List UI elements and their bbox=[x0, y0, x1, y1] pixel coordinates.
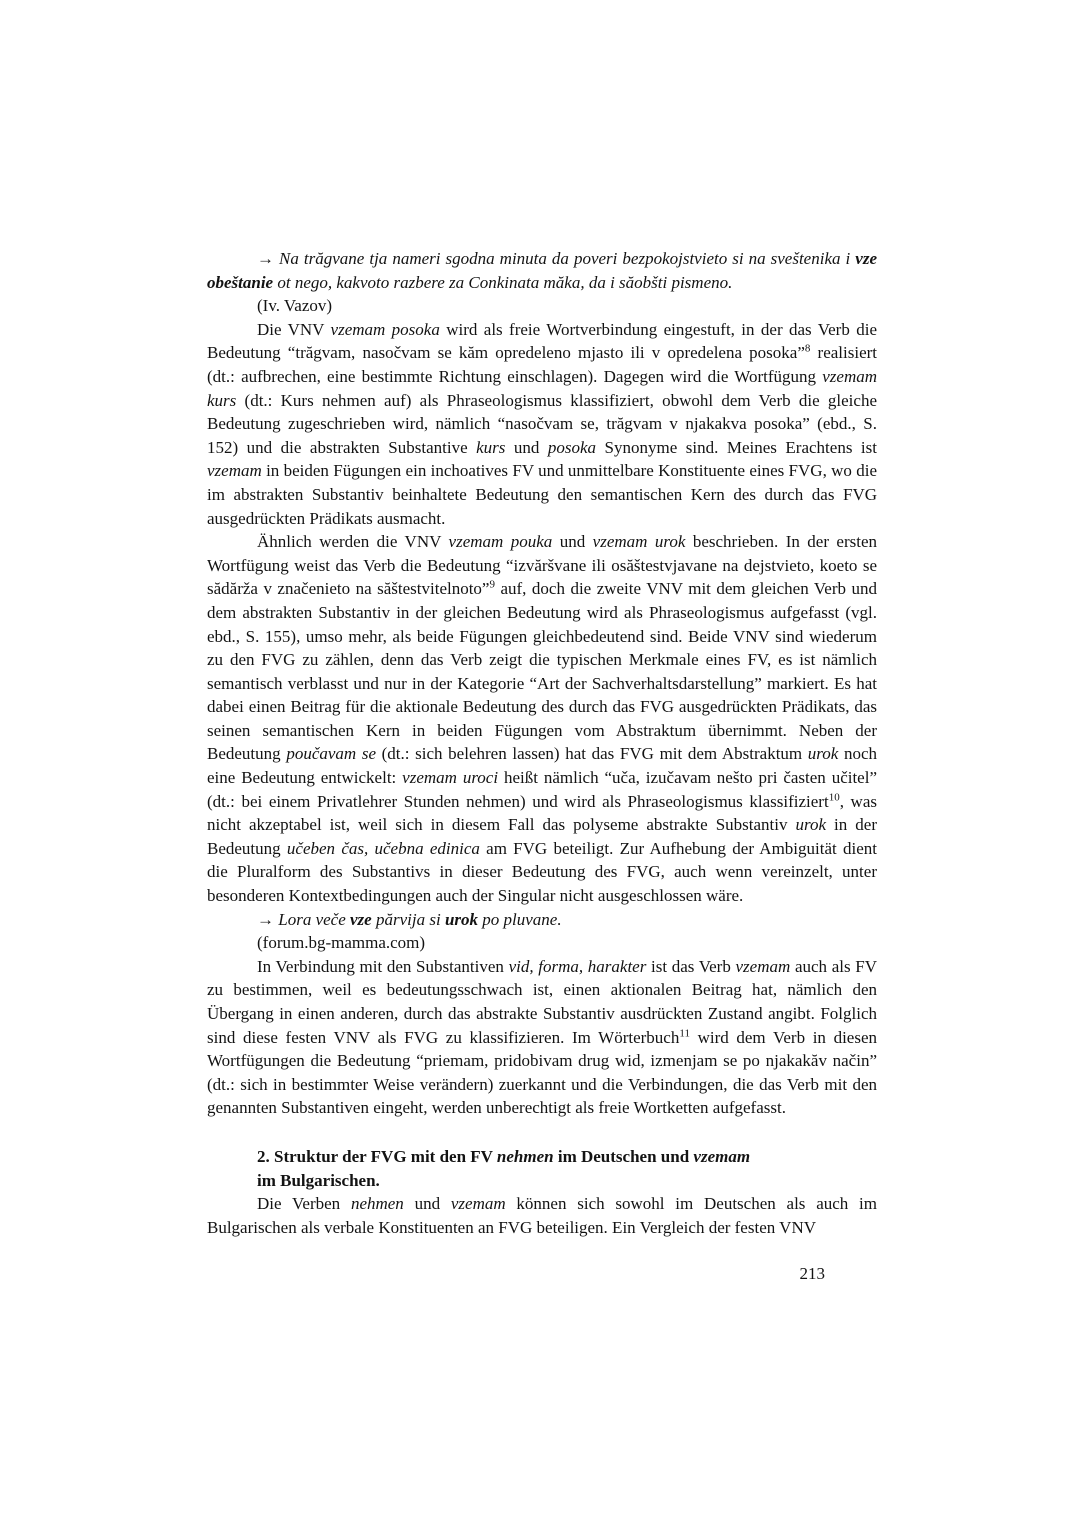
text-run: kurs bbox=[476, 437, 506, 457]
text-run: , was nicht akzeptabel ist, weil sich in diesem Fall das polyseme abstrakte Substantiv bbox=[207, 791, 877, 835]
text-run: wird als freie Wortverbindung eingestuft, in der das Verb die Bedeutung “trăgvam, nasočvam se kăm opredeleno mjasto ili v opredelena posoka” bbox=[207, 319, 878, 363]
text-run: → bbox=[257, 249, 280, 268]
text-run: und bbox=[552, 532, 593, 552]
section-heading-2 bbox=[207, 1145, 877, 1192]
paragraph-vnv-posoka bbox=[207, 318, 877, 530]
text-run: In Verbindung mit den Substantiven bbox=[257, 956, 509, 976]
quote-line-lora bbox=[207, 908, 877, 932]
text-run: vid, forma, harakter bbox=[508, 956, 647, 976]
text-run: vze bbox=[350, 909, 372, 929]
text-run: Die VNV bbox=[257, 319, 331, 339]
text-run: realisiert (dt.: aufbrechen, eine bestimmte Richtung einschlagen). Dagegen wird die Wortfügung bbox=[207, 343, 877, 386]
quote-attribution-forum bbox=[207, 931, 877, 955]
text-run: ot nego, kakvoto razbere za Conkinata măka, da i săobšti pismeno. bbox=[273, 272, 733, 292]
text-run: am FVG beteiligt. Zur Aufhebung der Ambiguität dient die Pluralform des Substantivs in dieser Bedeutung des FVG, auch wenn vereinzelt, unter besonderen Kontextbedingungen auch der Singular nicht ausgeschlossen wäre. bbox=[207, 838, 877, 906]
text-run: im Deutschen und bbox=[553, 1146, 694, 1166]
text-run: noch eine Bedeutung entwickelt: bbox=[207, 744, 878, 788]
text-run: vzemam posoka bbox=[330, 319, 440, 339]
text-run: ist das Verb bbox=[646, 956, 736, 976]
text-run: → bbox=[257, 909, 279, 929]
text-run: heißt nämlich “uča, izučavam nešto pri časten učitel” (dt.: bei einem Privatlehrer Stunden nehmen) und wird als Phraseologismus klassifiziert bbox=[207, 768, 877, 811]
footnote-marker: 11 bbox=[679, 1026, 690, 1039]
text-run: (dt.: sich belehren lassen) hat das FVG mit dem Abstraktum bbox=[376, 744, 808, 764]
text-run: posoka bbox=[547, 437, 597, 457]
paragraph-verben-nehmen-vzemam bbox=[207, 1192, 877, 1239]
text-run: nehmen bbox=[496, 1146, 554, 1166]
text-run: vzemam bbox=[207, 461, 262, 481]
paragraph-pouka-urok bbox=[207, 530, 877, 908]
page-body bbox=[207, 247, 877, 1239]
text-run: Na trăgvane tja nameri sgodna minuta da poveri bezpokojstvieto si na sveštenika i bbox=[279, 249, 856, 268]
quote-attribution-vazov bbox=[207, 294, 877, 318]
text-run: Synonyme sind. Meines Erachtens ist bbox=[596, 437, 877, 457]
page-number: 213 bbox=[799, 1264, 825, 1283]
text-run: vzemam urok bbox=[592, 532, 686, 552]
text-run: und bbox=[403, 1194, 451, 1214]
footnote-marker: 8 bbox=[804, 342, 811, 355]
text-run: părvija si bbox=[371, 909, 445, 929]
text-run: vzemam bbox=[450, 1194, 506, 1214]
text-run: (forum.bg-mamma.com) bbox=[257, 933, 426, 953]
text-run: Lora veče bbox=[278, 909, 351, 929]
text-run: (Iv. Vazov) bbox=[257, 296, 333, 316]
text-run: in der Bedeutung bbox=[207, 815, 877, 858]
text-run: urok bbox=[795, 815, 827, 835]
text-run: vzemam kurs bbox=[207, 366, 877, 410]
text-run: 2. Struktur der FVG mit den FV bbox=[257, 1146, 497, 1166]
text-run: können sich sowohl im Deutschen als auch im Bulgarischen als verbale Konstituenten an FVG beteiligen. Ein Vergleich der festen VNV bbox=[207, 1194, 878, 1237]
quote-line-vazov bbox=[207, 247, 877, 294]
text-run: vzemam uroci bbox=[402, 768, 499, 788]
text-run: auch als FV zu bestimmen, weil es bedeutungsschwach ist, einen aktionalen Beitrag hat, nämlich den Übergang in einen anderen, durch das abstrakte Substantiv ausdrückten Zustand angibt. Folglich sind diese festen VNV als FVG zu klassifizieren. Im Wörterbuch bbox=[207, 956, 877, 1047]
footnote-marker: 9 bbox=[489, 578, 495, 591]
text-run: Ähnlich werden die VNV bbox=[257, 532, 449, 552]
text-run: beschrieben. In der ersten Wortfügung weist das Verb die Bedeutung “izvăršvane ili osăštestvjavane na dejstvieto, koeto se sădărža v značenieto na săštestvitelnoto” bbox=[207, 532, 878, 599]
text-run: vzemam pouka bbox=[448, 532, 553, 552]
text-run: nehmen bbox=[350, 1194, 404, 1214]
text-run: (dt.: Kurs nehmen auf) als Phraseologismus klassifiziert, obwohl dem Verb die gleiche Bedeutung zugeschrieben wird, nämlich “nasočvam se, trăgvam v njakakva posoka” (ebd., S. 152) und die abstrakten Substantive bbox=[207, 390, 877, 457]
text-run: Die Verben bbox=[257, 1194, 351, 1214]
text-run: vze obeštanie bbox=[207, 249, 877, 292]
text-run: urok bbox=[807, 744, 839, 764]
text-run: auf, doch die zweite VNV mit dem gleichen Verb und dem abstrakten Substantiv in der gleichen Bedeutung wird als Phraseologismus aufgefasst (vgl. ebd., S. 155), umso mehr, als beide Fügungen gleichbedeutend sind. Beide VNV sind wiederum zu den FVG zu zählen, denn das Verb zeigt die typischen Merkmale eines FV, es ist nämlich semantisch verblasst und nur in der Kategorie “Art der Sachverhaltsdarstellung” markiert. Es hat dabei einen Beitrag für die aktionale Bedeutung des durch das FVG ausgedrückten Prädikats, das seinen semantischen Kern in beiden Fügungen vom Abstraktum übernimmt. Neben der Bedeutung bbox=[207, 579, 877, 764]
text-run: im Bulgarischen. bbox=[257, 1170, 380, 1190]
text-run: urok bbox=[444, 909, 479, 929]
text-run: učeben čas, učebna edinica bbox=[286, 838, 480, 858]
footnote-marker: 10 bbox=[828, 791, 840, 803]
text-run: vzemam bbox=[735, 956, 791, 976]
text-run: und bbox=[505, 437, 548, 457]
text-run: po pluvane. bbox=[478, 909, 562, 929]
text-run: wird dem Verb in diesen Wortfügungen die Bedeutung “priemam, pridobivam drug wid, izmenjam se po njakakăv način” (dt.: sich in bestimmter Weise verändern) zuerkannt und die Verbindungen, die das Verb mit den genannten Substantiven eingeht, werden unberechtigt als freie Wortketten aufgefasst. bbox=[207, 1027, 877, 1118]
paragraph-vid-forma-harakter bbox=[207, 955, 877, 1120]
text-run: poučavam se bbox=[286, 744, 376, 764]
text-run: in beiden Fügungen ein inchoatives FV und unmittelbare Konstituente eines FVG, wo die im abstrakten Substantiv beinhaltete Bedeutung den semantischen Kern des durch das FVG ausgedrückten Prädikats ausmacht. bbox=[207, 461, 877, 528]
text-run: vzemam bbox=[693, 1146, 751, 1166]
